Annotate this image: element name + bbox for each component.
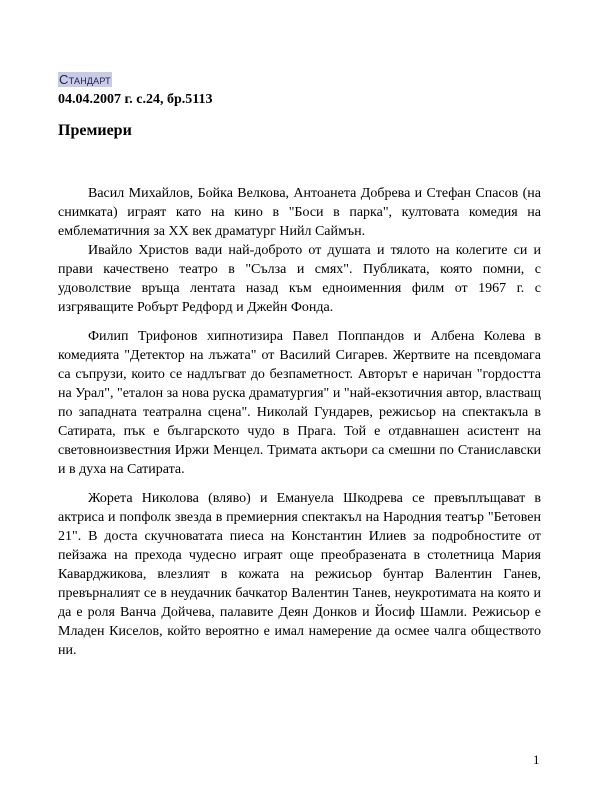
paragraph: Ивайло Христов вади най-доброто от душата и тялото на колегите си и прави качествено театро в "Сълза и смях". Публиката, която помни, с удоволствие връща лентата назад към едноименния филм от 1967 г. с изгряващите Робърт Редфорд и Джейн Фонда. <box>58 243 541 315</box>
issue-info: 04.04.2007 г. с.24, бр.5113 <box>58 92 213 107</box>
article-2 <box>58 327 541 479</box>
paragraph: Филип Трифонов хипнотизира Павел Поппандов и Албена Колева в комедията "Детектор на лъжата" от Василий Сигарев. Жертвите на псевдомага са съпрузи, които се надлъгват до безпаметност. Авторът е наричан "гордостта на Урал", "еталон за нова руска драматургия" и "най-екзотичния автор, властващ по западната театрална сцена". Николай Гундарев, режисьор на спектакъла в Сатирата, пък е българското чудо в Прага. Той е отдавнашен асистент на световноизвестния Иржи Менцел. Тримата актьори са смешни по Станиславски и в духа на Сатирата. <box>58 329 541 477</box>
article-1 <box>58 184 541 317</box>
paragraph: Жорета Николова (вляво) и Емануела Шкодрева се превъплъщават в актриса и попфолк звезда в премиерния спектакъл на Народния театър "Бетовен 21". В доста скучноватата пиеса на Константин Илиев за подробностите от пейзажа на прехода чудесно играят още преобразената в столетница Мария Каварджикова, влезлият в кожата на режисьор бунтар Валентин Ганев, превърналият се в неудачник бачкатор Валентин Танев, неукротимата на която и да е роля Ванча Дойчева, палавите Деян Донков и Йосиф Шамли. Режисьор е Младен Киселов, който вероятно е имал намерение да осмее чалга обществото ни. <box>58 491 541 658</box>
newspaper-source: Стандарт <box>59 72 111 87</box>
page-number: 1 <box>533 752 540 767</box>
paragraph: Васил Михайлов, Бойка Велкова, Антоанета Добрева и Стефан Спасов (на снимката) играят като на кино в "Боси в парка", култовата комедия на емблематичния за XX век драматург Нийл Саймън. <box>58 186 541 239</box>
section-title: Премиери <box>58 122 132 139</box>
article-3 <box>58 489 541 660</box>
